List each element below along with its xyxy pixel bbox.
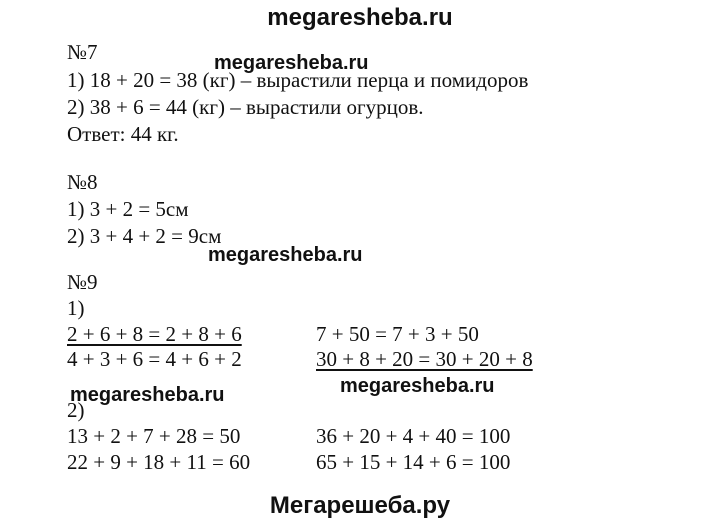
- task-9-part-2-left-eq-2: 22 + 9 + 18 + 11 = 60: [67, 450, 251, 474]
- task-9-part-1-left-eq-2: 4 + 3 + 6 = 4 + 6 + 2: [67, 347, 242, 371]
- task-9-number: №9: [67, 270, 98, 294]
- task-9-part-2-label: 2): [67, 398, 85, 422]
- task-9-part-1-label: 1): [67, 296, 85, 320]
- task-8-step-2: 2) 3 + 4 + 2 = 9см: [67, 224, 222, 248]
- task-9-part-1-right-eq-2: 30 + 8 + 20 = 30 + 20 + 8: [316, 347, 533, 371]
- task-7-step-2: 2) 38 + 6 = 44 (кг) – вырастили огурцов.: [67, 95, 424, 119]
- watermark-inline: megaresheba.ru: [214, 52, 369, 74]
- site-watermark-footer: Мегарешеба.ру: [269, 492, 451, 519]
- task-9-part-2-left-eq-1: 13 + 2 + 7 + 28 = 50: [67, 424, 241, 448]
- watermark-inline: megaresheba.ru: [70, 384, 225, 406]
- task-9-part-2-right-eq-1: 36 + 20 + 4 + 40 = 100: [316, 424, 511, 448]
- task-9-part-1-left-eq-1: 2 + 6 + 8 = 2 + 8 + 6: [67, 322, 242, 346]
- task-8-number: №8: [67, 170, 98, 194]
- watermark-inline: megaresheba.ru: [340, 375, 495, 397]
- task-7-step-1: 1) 18 + 20 = 38 (кг) – вырастили перца и помидоров: [67, 68, 529, 92]
- task-8-step-1: 1) 3 + 2 = 5см: [67, 197, 189, 221]
- watermark-inline: megaresheba.ru: [208, 244, 363, 266]
- task-7-number: №7: [67, 40, 98, 64]
- task-9-part-1-right-eq-1: 7 + 50 = 7 + 3 + 50: [316, 322, 479, 346]
- task-9-part-2-right-eq-2: 65 + 15 + 14 + 6 = 100: [316, 450, 511, 474]
- site-watermark-top: megaresheba.ru: [267, 4, 453, 31]
- task-7-answer: Ответ: 44 кг.: [67, 122, 179, 146]
